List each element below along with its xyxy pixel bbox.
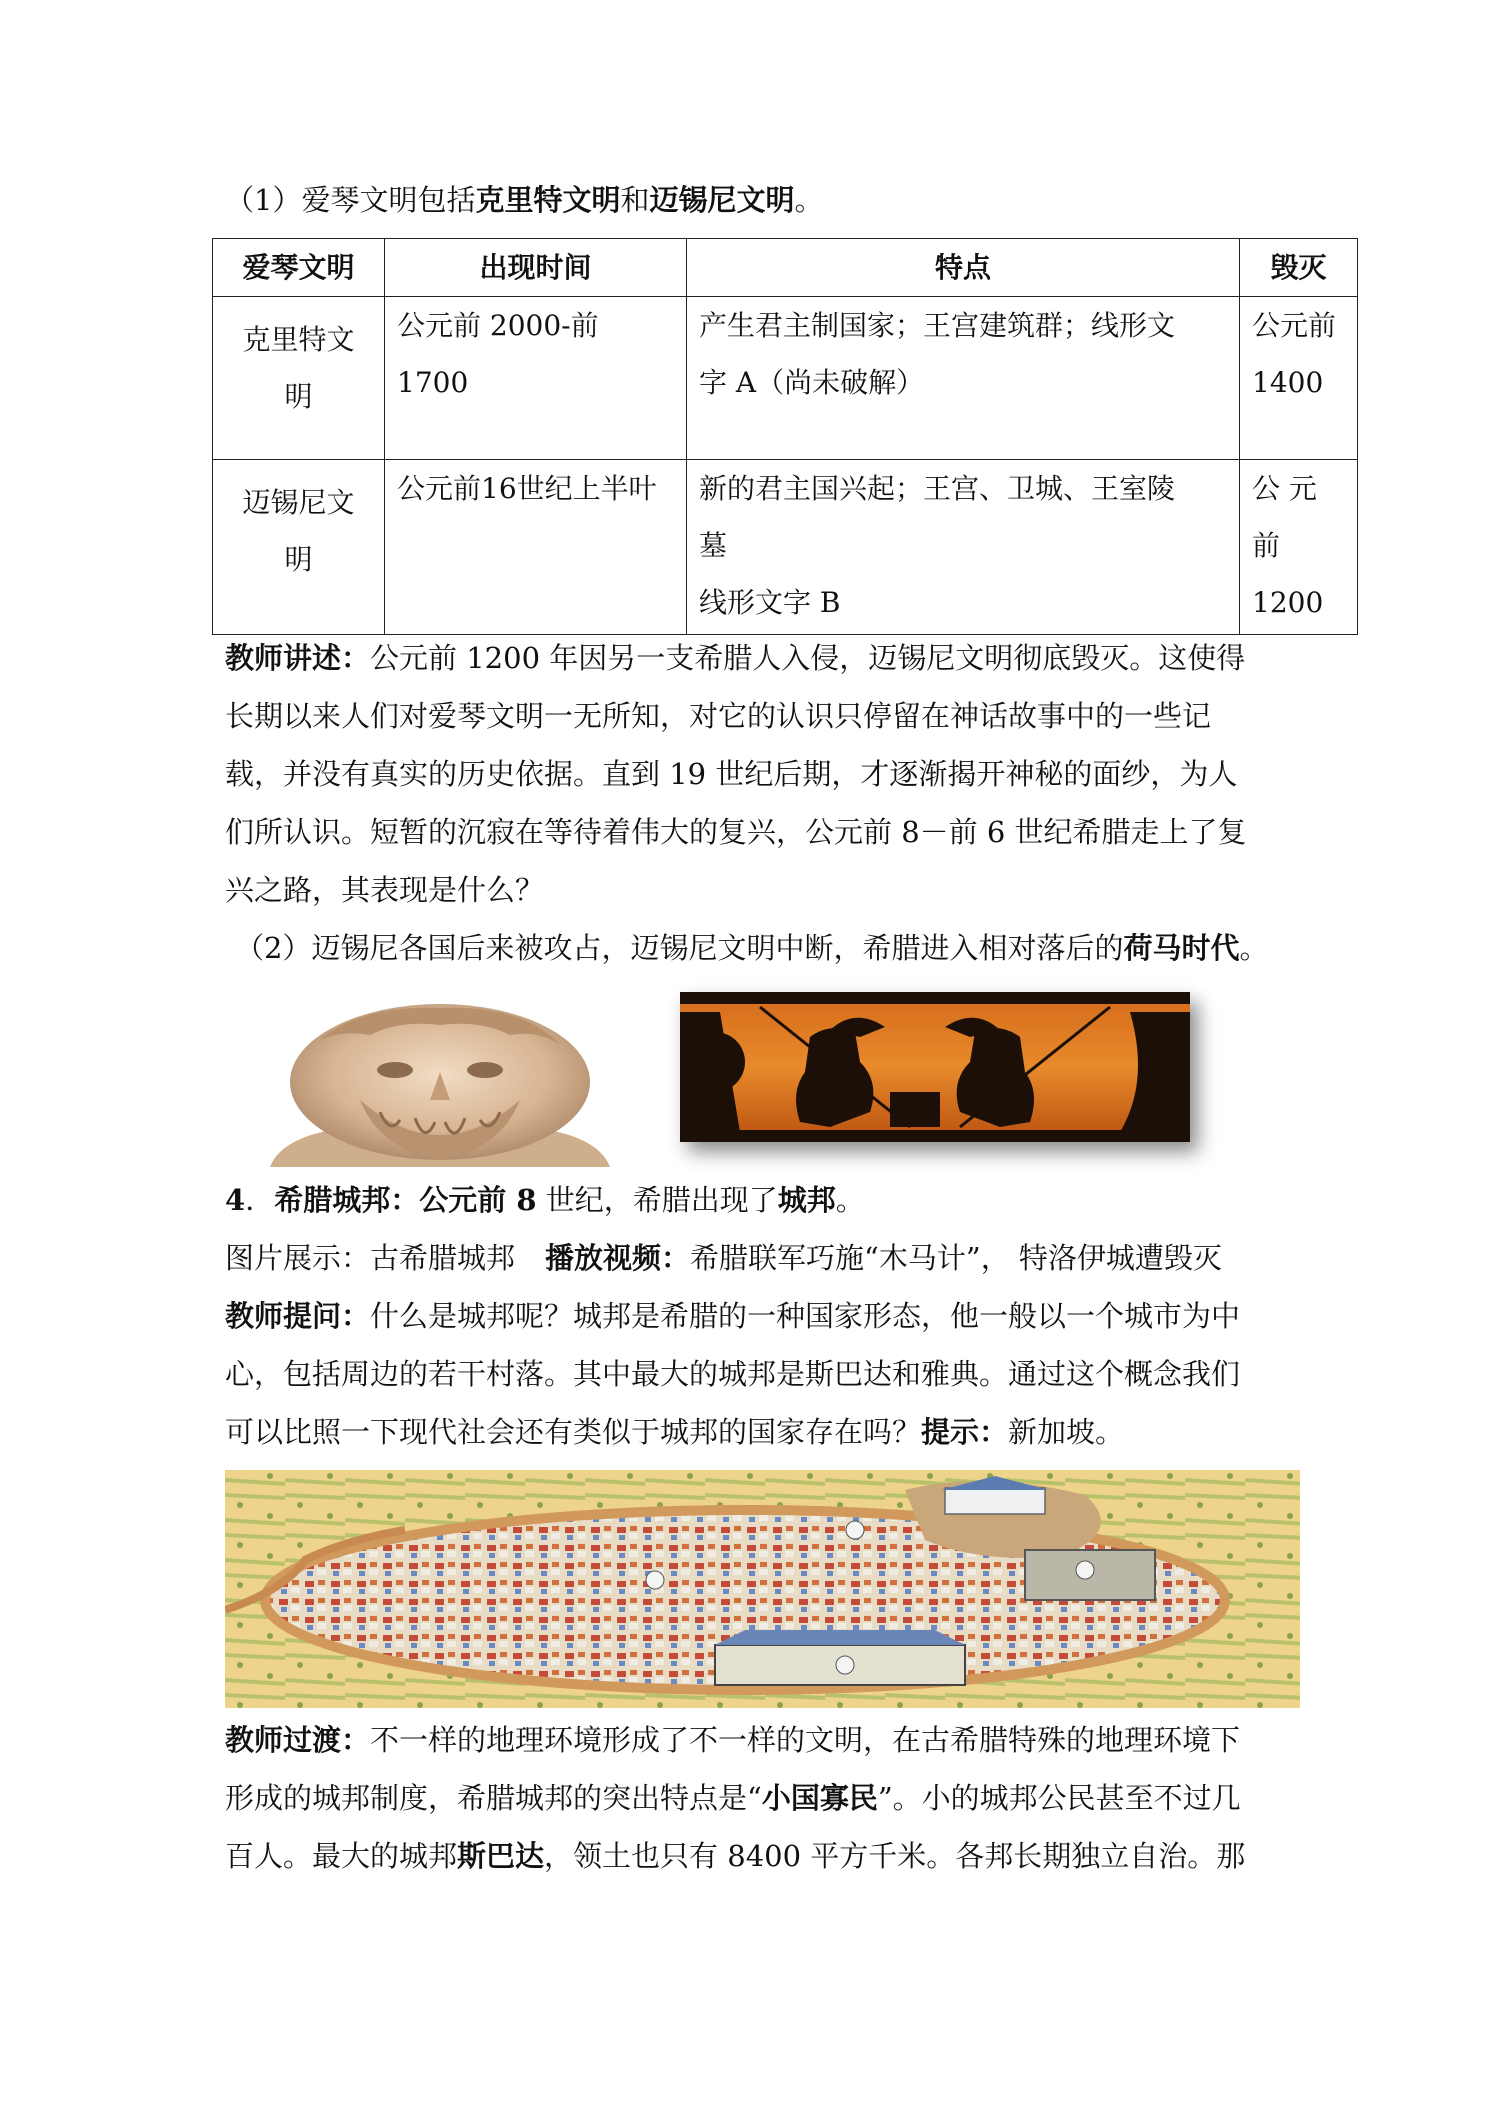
table-cell [1240, 297, 1358, 460]
question-label: 教师提问： [225, 1299, 371, 1333]
cell-line: 克里特文 [242, 323, 355, 356]
section4-dot: ． [245, 1183, 275, 1217]
table-cell [213, 460, 385, 635]
lecture-line-3: 载，并没有真实的历史依据。直到 19 世纪后期，才逐渐揭开神秘的面纱，为人 [225, 757, 1238, 791]
aegean-civilization-table [212, 238, 1358, 635]
video-text: 希腊联军巧施“木马计”， 特洛伊城遭毁灭 [690, 1241, 1222, 1275]
transition-text: ，领土也只有 8400 平方千米。各邦长期独立自治。那 [544, 1839, 1246, 1873]
cell-line: 公元前 [1252, 309, 1337, 342]
cell-line: 明 [284, 380, 313, 413]
cell-line: 产生君主制国家；王宫建筑群；线形文 [699, 309, 1176, 342]
table-header: 出现时间 [385, 239, 687, 297]
transition-bold: 小国寡民 [761, 1781, 878, 1815]
section4-time: 公元前 8 [419, 1183, 537, 1217]
lecture-line-5: 兴之路，其表现是什么？ [225, 873, 545, 907]
hint-text: 新加坡。 [1008, 1415, 1125, 1449]
table-cell [385, 460, 687, 635]
transition-bold: 斯巴达 [457, 1839, 545, 1873]
lecture-line-2: 长期以来人们对爱琴文明一无所知，对它的认识只停留在神话故事中的一些记 [225, 699, 1212, 733]
table-header: 特点 [687, 239, 1240, 297]
table-cell [213, 297, 385, 460]
intro-line [225, 180, 824, 220]
transition-line-3 [225, 1836, 1245, 1876]
lecture-line-1 [225, 638, 1245, 678]
cell-line: 1200 [1252, 586, 1324, 619]
question-text: 可以比照一下现代社会还有类似于城邦的国家存在吗？ [225, 1415, 922, 1449]
table-row [213, 297, 1358, 460]
question-line-1 [225, 1296, 1240, 1336]
lecture-text: 公元前 1200 年因另一支希腊人入侵，迈锡尼文明彻底毁灭。这使得 [370, 641, 1246, 675]
cell-line: 墓 [699, 529, 728, 562]
intro-suffix: 。 [794, 183, 824, 217]
transition-label: 教师过渡： [225, 1723, 371, 1757]
intro-prefix: （1）爱琴文明包括 [225, 183, 476, 217]
hint-label: 提示： [921, 1415, 1009, 1449]
table-header: 爱琴文明 [213, 239, 385, 297]
table-cell [687, 460, 1240, 635]
greek-vase-painting-image [680, 992, 1190, 1142]
point2-bold: 荷马时代 [1123, 931, 1240, 965]
point2-text: （2）迈锡尼各国后来被攻占，迈锡尼文明中断，希腊进入相对落后的 [235, 931, 1124, 965]
cell-line: 迈锡尼文 [242, 486, 355, 519]
transition-text: 形成的城邦制度，希腊城邦的突出特点是“ [225, 1781, 762, 1815]
lecture-label: 教师讲述： [225, 641, 371, 675]
transition-line-1 [225, 1720, 1240, 1760]
intro-and: 和 [620, 183, 650, 217]
section4-line [225, 1180, 865, 1220]
homer-bust-image [240, 1000, 635, 1167]
table-cell [385, 297, 687, 460]
section4-num: 4 [225, 1183, 246, 1217]
question-line-3 [225, 1412, 1124, 1452]
lecture-line-4: 们所认识。短暂的沉寂在等待着伟大的复兴，公元前 8－前 6 世纪希腊走上了复 [225, 815, 1247, 849]
table-header: 毁灭 [1240, 239, 1358, 297]
section4-text: 世纪，希腊出现了 [536, 1183, 778, 1217]
cell-line: 字 A（尚未破解） [699, 366, 925, 399]
table-cell [1240, 460, 1358, 635]
cell-line: 明 [284, 543, 313, 576]
cell-line: 新的君主国兴起；王宫、卫城、王室陵 [699, 472, 1176, 505]
intro-mycenae: 迈锡尼文明 [649, 183, 795, 217]
section4-title: 希腊城邦： [274, 1183, 420, 1217]
point2-end: 。 [1239, 931, 1269, 965]
video-label: 播放视频： [545, 1241, 691, 1275]
cell-line: 公 元 前 [1252, 472, 1317, 562]
section4-bold-end: 城邦 [777, 1183, 836, 1217]
cell-line: 公元前 2000-前 1700 [397, 309, 599, 399]
intro-crete: 克里特文明 [475, 183, 621, 217]
transition-line-2 [225, 1778, 1241, 1818]
cell-line: 线形文字 B [699, 586, 841, 619]
question-text: 什么是城邦呢？城邦是希腊的一种国家形态，他一般以一个城市为中 [370, 1299, 1241, 1333]
table-cell [687, 297, 1240, 460]
question-line-2: 心，包括周边的若干村落。其中最大的城邦是斯巴达和雅典。通过这个概念我们 [225, 1357, 1241, 1391]
cell-line: 公元前16世纪上半叶 [397, 472, 657, 505]
transition-text: ”。小的城邦公民甚至不过几 [877, 1781, 1241, 1815]
pic-text: 古希腊城邦 [370, 1241, 516, 1275]
greek-city-state-illustration [225, 1470, 1300, 1708]
transition-text: 不一样的地理环境形成了不一样的文明，在古希腊特殊的地理环境下 [370, 1723, 1241, 1757]
section4-end: 。 [835, 1183, 865, 1217]
table-row [213, 460, 1358, 635]
transition-text: 百人。最大的城邦 [225, 1839, 458, 1873]
media-line [225, 1238, 1222, 1278]
pic-label: 图片展示： [225, 1241, 371, 1275]
point2-line [235, 928, 1268, 968]
cell-line: 1400 [1252, 366, 1324, 399]
